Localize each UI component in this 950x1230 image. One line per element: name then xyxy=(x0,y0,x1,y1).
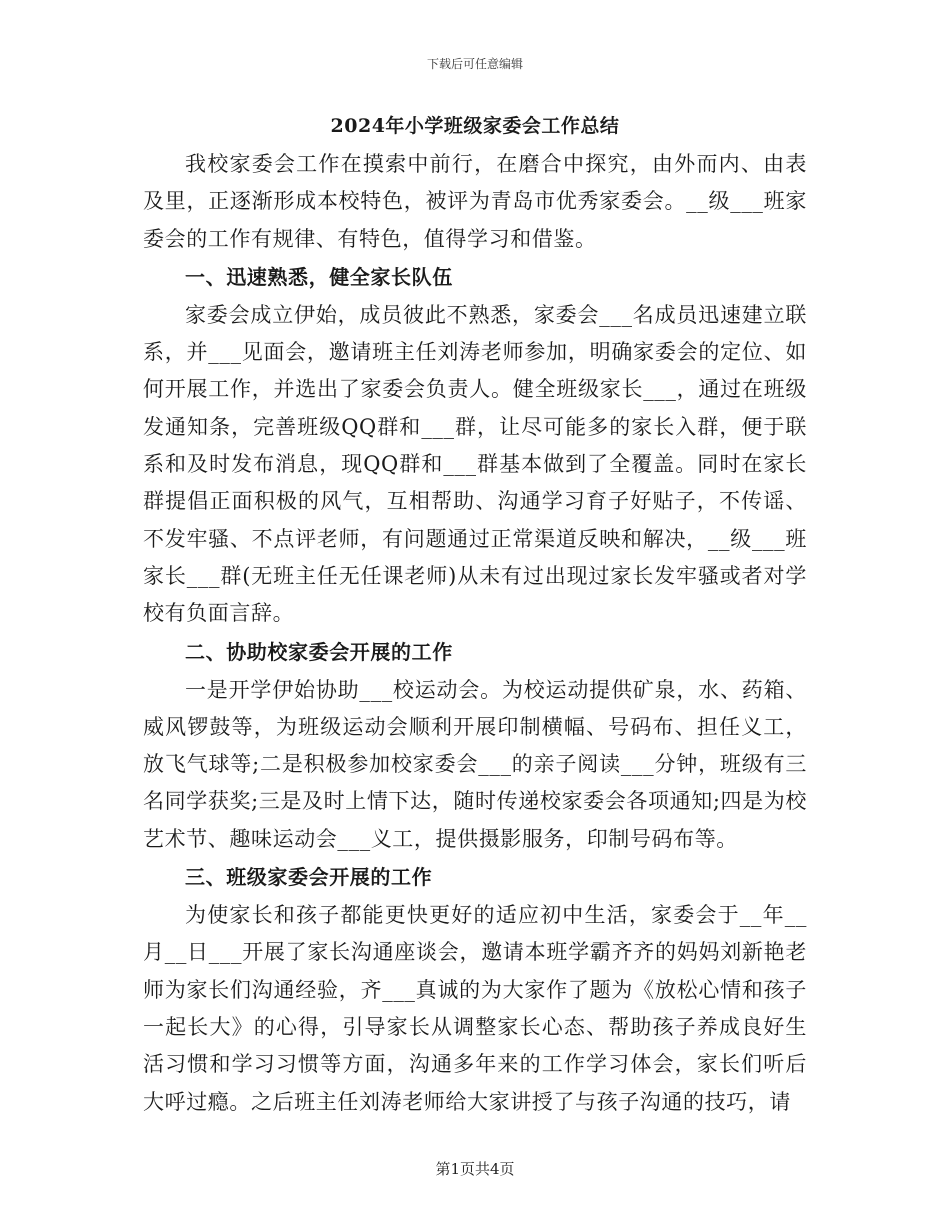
document-title: 2024年小学班级家委会工作总结 xyxy=(330,115,620,137)
section-paragraph: 一是开学伊始协助___校运动会。为校运动提供矿泉，水、药箱、威风锣鼓等，为班级运动会顺利开展印制横幅、号码布、担任义工，放飞气球等;二是积极参加校家委会___的亲子阅读___分钟，班级有三名同学获奖;三是及时上情下达，随时传递校家委会各项通知;四是为校艺术节、趣味运动会___义工，提供摄影服务，印制号码布等。 xyxy=(143,677,807,851)
section-paragraph: 家委会成立伊始，成员彼此不熟悉，家委会___名成员迅速建立联系，并___见面会，邀请班主任刘涛老师参加，明确家委会的定位、如何开展工作，并选出了家委会负责人。健全班级家长___，通过在班级发通知条，完善班级QQ群和___群，让尽可能多的家长入群，便于联系和及时发布消息，现QQ群和___群基本做到了全覆盖。同时在家长群提倡正面积极的风气，互相帮助、沟通学习育子好贴子，不传谣、不发牢骚、不点评老师，有问题通过正常渠道反映和解决，__级___班家长___群(无班主任无任课老师)从未有过出现过家长发牢骚或者对学校有负面言辞。 xyxy=(143,302,807,626)
section-paragraph: 为使家长和孩子都能更快更好的适应初中生活，家委会于__年__月__日___开展了家长沟通座谈会，邀请本班学霸齐齐的妈妈刘新艳老师为家长们沟通经验，齐___真诚的为大家作了题为《放松心情和孩子一起长大》的心得，引导家长从调整家长心态、帮助孩子养成良好生活习惯和学习习惯等方面，沟通多年来的工作学习体会，家长们听后大呼过瘾。之后班主任刘涛老师给大家讲授了与孩子沟通的技巧，请 xyxy=(143,903,807,1114)
section-3 xyxy=(143,858,807,1121)
section-2 xyxy=(143,633,807,858)
section-heading: 二、协助校家委会开展的工作 xyxy=(185,639,453,664)
section-1 xyxy=(143,258,807,633)
section-heading: 三、班级家委会开展的工作 xyxy=(185,865,433,890)
header-note: 下载后可任意编辑 xyxy=(426,57,523,71)
document-body xyxy=(143,108,807,1121)
page-number: 第1页共4页 xyxy=(435,1160,515,1178)
section-heading: 一、迅速熟悉，健全家长队伍 xyxy=(185,264,453,289)
intro-paragraph: 我校家委会工作在摸索中前行，在磨合中探究，由外而内、由表及里，正逐渐形成本校特色，被评为青岛市优秀家委会。__级___班家委会的工作有规律、有特色，值得学习和借鉴。 xyxy=(143,152,807,251)
